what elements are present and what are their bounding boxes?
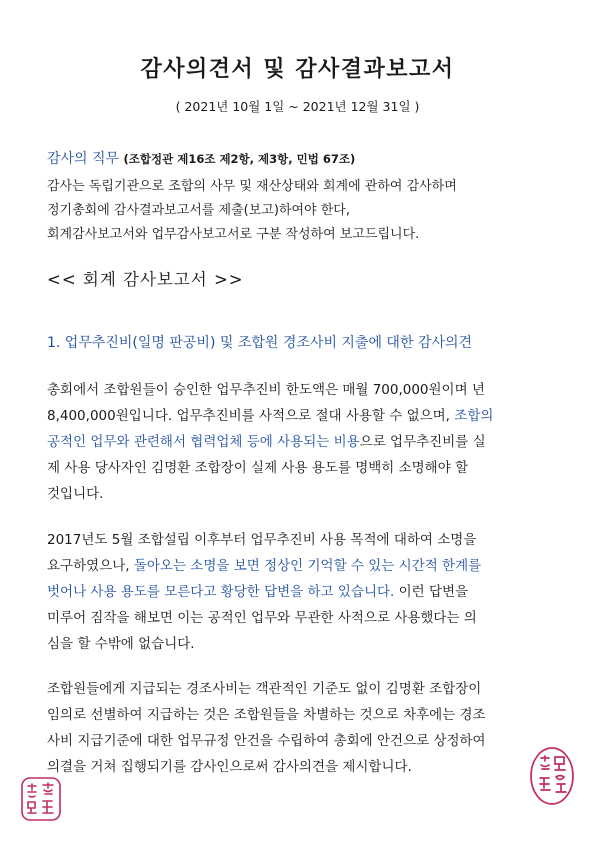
audit-period: ( 2021년 10월 1일 ~ 2021년 12월 31일 ) <box>175 99 420 114</box>
paragraph-line <box>47 403 562 429</box>
document-title: 감사의견서 및 감사결과보고서 <box>140 57 455 82</box>
duty-heading <box>47 148 355 168</box>
paragraph-line <box>47 553 562 579</box>
paragraph-line: 의결을 거쳐 집행되기를 감사인으로써 감사의견을 제시합니다. <box>47 759 412 775</box>
text-run: 2017년도 5월 조합설립 이후부터 업무추진비 사용 목적에 대하여 소명을 <box>47 532 477 548</box>
highlighted-run: 공적인 업무와 관련해서 협력업체 등에 사용되는 비용 <box>47 434 360 450</box>
text-run: 것입니다. <box>47 486 104 502</box>
paragraph-line <box>47 481 562 507</box>
duty-heading-label: 감사의 직무 <box>47 151 120 167</box>
paragraph-condolence-expenses <box>47 676 562 780</box>
text-run: 이런 답변을 <box>394 584 469 600</box>
duty-line: 회계감사보고서와 업무감사보고서로 구분 작성하여 보고드립니다. <box>47 227 420 242</box>
section-heading: << 회계 감사보고서 >> <box>47 270 244 289</box>
paragraph-line <box>47 605 562 631</box>
paragraph-explanation-request <box>47 527 562 657</box>
highlighted-run: 조합의 <box>454 408 494 424</box>
highlighted-run: 벗어나 사용 용도를 모른다고 황당한 답변을 하고 있습니다. <box>47 584 395 600</box>
text-run: 총회에서 조합원들이 승인한 업무추진비 한도액은 매월 700,000원이며 년 <box>47 382 485 398</box>
paragraph-line <box>47 429 562 455</box>
paragraph-line: 임의로 선별하여 지급하는 것은 조합원들을 차별하는 것으로 차후에는 경조 <box>47 707 486 723</box>
text-run: 심을 할 수밖에 없습니다. <box>47 636 195 652</box>
duty-line: 감사는 독립기관으로 조합의 사무 및 재산상태와 회계에 관하여 감사하며 <box>47 179 457 194</box>
paragraph-line <box>47 579 562 605</box>
item-1-heading: 1. 업무추진비(일명 판공비) 및 조합원 경조사비 지출에 대한 감사의견 <box>47 335 473 351</box>
paragraph-line <box>47 455 562 481</box>
paragraph-line: 조합원들에게 지급되는 경조사비는 객관적인 기준도 없이 김명환 조합장이 <box>47 681 482 697</box>
paragraph-line <box>47 631 562 657</box>
highlighted-run: 돌아오는 소명을 보면 정상인 기억할 수 있는 시간적 한계를 <box>133 558 482 574</box>
text-run: 으로 업무추진비를 실 <box>359 434 486 450</box>
legal-basis: (조합정관 제16조 제2항, 제3항, 민법 67조) <box>123 152 356 166</box>
paragraph-expense-limit <box>47 377 562 507</box>
paragraph-line <box>47 527 562 553</box>
text-run: 8,400,000원입니다. 업무추진비를 사적으로 절대 사용할 수 없으며, <box>47 408 455 424</box>
text-run: 요구하였으나, <box>47 558 134 574</box>
text-run: 제 사용 당사자인 김명환 조합장이 실제 사용 용도를 명백히 소명해야 할 <box>47 460 469 476</box>
text-run: 미루어 짐작을 해보면 이는 공적인 업무와 무관한 사적으로 사용했다는 의 <box>47 610 477 626</box>
left-seal-stamp <box>19 775 63 823</box>
paragraph-line <box>47 377 562 403</box>
paragraph-line: 사비 지급기준에 대한 업무규정 안건을 수립하여 총회에 안건으로 상정하여 <box>47 733 486 749</box>
duty-body <box>47 175 562 247</box>
duty-line: 정기총회에 감사결과보고서를 제출(보고)하여야 한다, <box>47 203 350 218</box>
right-seal-stamp <box>527 744 577 808</box>
